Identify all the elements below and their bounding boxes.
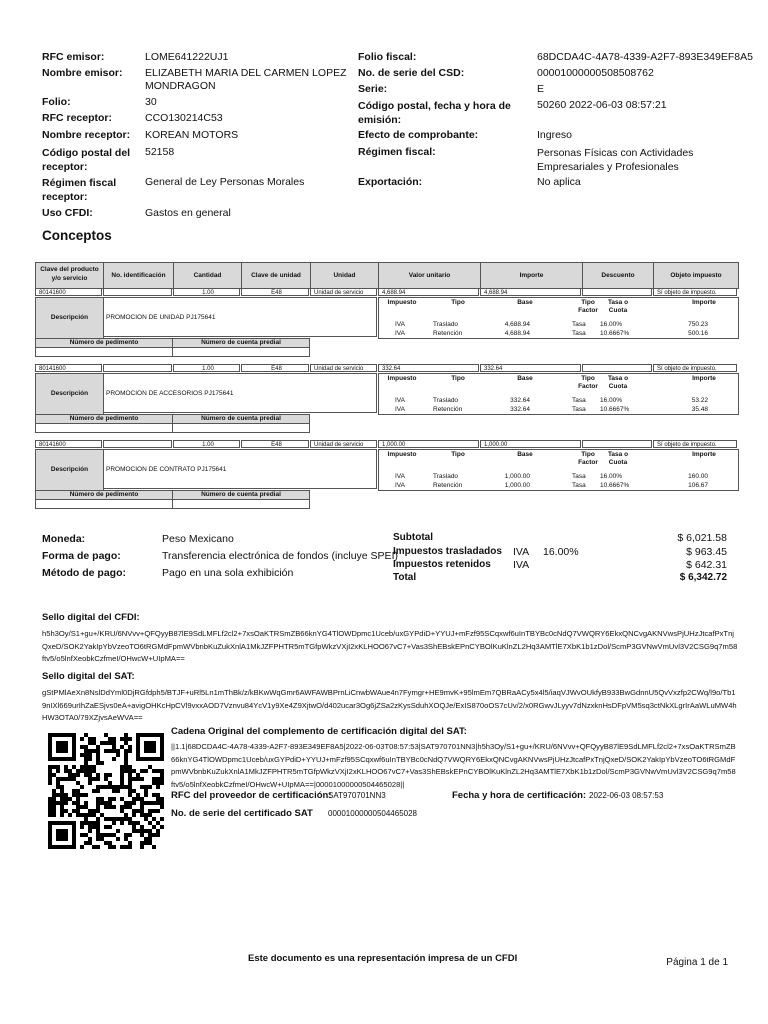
serie-cert-value: 00001000000504465028 [328,809,417,818]
tax-impuesto: IVA [395,397,405,404]
nombre-receptor-value: KOREAN MOTORS [145,129,239,141]
item-cell-empty [103,440,172,448]
trasladados-rate: 16.00% [543,546,579,558]
th-cantidad: Cantidad [173,262,242,289]
item-cell-valor-unitario: 1,000.00 [378,440,479,448]
pedimento-value [35,423,173,433]
item-cell-cantidad: 1.00 [173,440,240,448]
item-cell-clave: 80141600 [35,440,102,448]
sello-cfdi-title: Sello digital del CFDI: [42,612,140,623]
tax-importe: 750.23 [688,321,708,328]
tax-tipo: Retención [433,406,463,413]
metodo-pago-label: Método de pago: [42,567,126,579]
cuenta-predial-value [172,347,310,357]
tax-header-impuesto: Impuesto [387,451,417,458]
tax-base: 332.64 [510,397,530,404]
tax-header-tipo-factor: Tipo Factor [578,451,598,466]
exportacion-value: No aplica [537,176,581,188]
serie-cert-label: No. de serie del certificado SAT [171,808,313,819]
item-cell-clave-unidad: E48 [241,440,309,448]
moneda-label: Moneda: [42,533,86,545]
tax-base: 4,688.94 [504,330,530,337]
sello-sat-text: gStPMlAeXn8NslDdYml0DjRGfdph5/BTJF+uRl5Ln1mThBk/z/kBKwWqGmr6AWFAWBPrnLiCnwbWAue4n7Fymgr+HE9mvK+95lmEm7QBRaACy5x4l5/iaqVJWvOUkfyB933BwGdnnU5QvVxzfp2CWq/l9o/Tb19nIXl669urIhZaESjvs0eA+avigOHKcHpCVl9vxxAOD7Vznvu84YcV1y9Xe4Z9XjtwO/d402ucar3Og6jZSa2zKysSduhXOQJe/ExIS870oOS7cUv/2/x0RGwvJLyyv7dNzxknHsDFpVM5sq3ctNkXLgrIrAaWLuMW4hHW3OTA0/79XZjvsAeWVA== [42,688,737,722]
trasladados-label: Impuestos trasladados [393,546,502,557]
tax-header-tipo-factor: Tipo Factor [578,375,598,390]
folio-label: Folio: [42,96,71,108]
item-cell-empty [582,440,652,448]
tax-header-base: Base [517,299,533,306]
rfc-receptor-label: RFC receptor: [42,112,113,124]
item-cell-objeto: Sí objeto de impuesto. [653,364,737,372]
tax-header-tasa-cuota: Tasa o Cuota [607,451,629,466]
tax-header-importe: Importe [692,375,716,382]
descripcion-label: Descripción [35,297,104,339]
tax-impuesto: IVA [395,321,405,328]
tax-tipo: Traslado [433,321,459,328]
folio-value: 30 [145,96,157,108]
descripcion-label: Descripción [35,373,104,415]
item-cell-importe: 4,688.94 [480,288,581,296]
tax-header-tipo: Tipo [451,299,465,306]
nombre-emisor-value: ELIZABETH MARIA DEL CARMEN LOPEZ MONDRAGON [145,67,347,92]
tax-tipo: Retención [433,482,463,489]
item-cell-empty [582,364,652,372]
tax-importe: 160.00 [688,473,708,480]
total-label: Total [393,572,417,583]
item-cell-unidad: Unidad de servicio [310,440,377,448]
serie-csd-label: No. de serie del CSD: [358,67,465,79]
uso-cfdi-value: Gastos en general [145,207,231,219]
qr-code [48,733,164,849]
tax-importe: 106.67 [688,482,708,489]
folio-fiscal-label: Folio fiscal: [358,51,417,63]
item-cell-clave-unidad: E48 [241,364,309,372]
rfc-receptor-value: CCO130214C53 [145,112,223,124]
item-cell-cantidad: 1.00 [173,288,240,296]
tax-tasa: 16.00% [600,397,623,404]
item-cell-objeto: Sí objeto de impuesto. [653,288,737,296]
cp-fecha-value: 50260 2022-06-03 08:57:21 [537,99,667,111]
tax-factor: Tasa [572,397,586,404]
trasladados-value: $ 963.45 [686,546,727,558]
item-cell-clave: 80141600 [35,288,102,296]
descripcion-label: Descripción [35,449,104,491]
item-cell-clave: 80141600 [35,364,102,372]
pedimento-label: Número de pedimento [35,338,173,348]
tax-header-importe: Importe [692,451,716,458]
th-identificacion: No. identificación [103,262,174,289]
rfc-emisor-label: RFC emisor: [42,51,105,63]
tax-base: 4,688.94 [504,321,530,328]
pedimento-label: Número de pedimento [35,414,173,424]
th-clave-unidad: Clave de unidad [241,262,311,289]
metodo-pago-value: Pago en una sola exhibición [162,567,294,579]
th-objeto: Objeto impuesto [653,262,739,289]
fecha-cert-label: Fecha y hora de certificación: [452,790,587,801]
item-cell-valor-unitario: 332.64 [378,364,479,372]
tax-header-tipo-factor: Tipo Factor [578,299,598,314]
moneda-value: Peso Mexicano [162,533,234,545]
item-cell-empty [103,288,172,296]
nombre-emisor-label: Nombre emisor: [42,67,123,79]
nombre-receptor-label: Nombre receptor: [42,129,131,141]
cuenta-predial-label: Número de cuenta predial [172,338,310,348]
th-valor-unitario: Valor unitario [378,262,481,289]
forma-pago-label: Forma de pago: [42,550,121,562]
tax-importe: 53.22 [691,397,708,404]
tax-tipo: Traslado [433,397,459,404]
th-unidad: Unidad [310,262,379,289]
item-cell-clave-unidad: E48 [241,288,309,296]
tax-header-base: Base [517,375,533,382]
tax-tasa: 16.00% [600,321,623,328]
rfc-emisor-value: LOME641222UJ1 [145,51,229,63]
total-value: $ 6,342.72 [679,572,727,583]
footer-note: Este documento es una representación impresa de un CFDI [248,953,518,964]
tax-header-impuesto: Impuesto [387,299,417,306]
tax-impuesto: IVA [395,330,405,337]
retenidos-label: Impuestos retenidos [393,559,491,570]
sello-cfdi-text: h5h3Oy/S1+gu+/KRU/6NVvv+QFQyyB87lE9SdLMFLf2cl2+7xsOaKTRSmZB66knYG4TlOWDpmc1Uceb/uxGYPdiD+YYUJ+mFzf95SCqxwf6uInTBYBc0cNdQ7VWQRY6EkxQNCvgAKNVwsPjUHzJtcafPxTnjQxeD/SOK2YakIpYbVzeoTO6tRGMdFpmWVbnbKuZukXnlA1MkJZFPHTR5mTGfpWkzVXjI2xKLHOO67vC7+Vas3ShEBskEPnCYBOlKuKlnZL2Hq3AMTlE7XbK1b1zDol/ScmP3GVNwVmUvl3V2CSG9q7m58ftv5/o5lnfXeobkCzfmeI/OHwcW+UIpMA== [42,629,738,663]
cp-receptor-label: Código postal del receptor: [42,147,131,173]
tax-base: 332.64 [510,406,530,413]
efecto-label: Efecto de comprobante: [358,129,479,141]
item-cell-importe: 1,000.00 [480,440,581,448]
item-cell-cantidad: 1.00 [173,364,240,372]
tax-header-base: Base [517,451,533,458]
serie-csd-value: 00001000000508508762 [537,67,654,79]
regimen-fiscal-value: Personas Físicas con Actividades Empresariales y Profesionales [537,147,694,173]
serie-label: Serie: [358,83,388,95]
folio-fiscal-value: 68DCDA4C-4A78-4339-A2F7-893E349EF8A5 [537,51,753,63]
item-cell-objeto: Sí objeto de impuesto. [653,440,737,448]
retenidos-value: $ 642.31 [686,559,727,571]
descripcion-value: PROMOCION DE CONTRATO PJ175641 [103,449,377,489]
retenidos-tax: IVA [513,559,530,571]
item-cell-valor-unitario: 4,688.94 [378,288,479,296]
conceptos-title: Conceptos [42,228,112,243]
tax-factor: Tasa [572,482,586,489]
tax-header-tipo: Tipo [451,375,465,382]
descripcion-value: PROMOCION DE ACCESORIOS PJ175641 [103,373,377,413]
pedimento-value [35,347,173,357]
tax-factor: Tasa [572,473,586,480]
tax-factor: Tasa [572,330,586,337]
cp-receptor-value: 52158 [145,146,175,158]
tax-header-tasa-cuota: Tasa o Cuota [607,299,629,314]
pedimento-value [35,499,173,509]
page-number: Página 1 de 1 [666,957,728,968]
regimen-receptor-value: General de Ley Personas Morales [145,176,305,188]
tax-impuesto: IVA [395,473,405,480]
tax-header-importe: Importe [692,299,716,306]
cadena-text: ||1.1|68DCDA4C-4A78-4339-A2F7-893E349EF8A5|2022-06-03T08:57:53|SAT970701NN3|h5h3Oy/S1+gu+/KRU/6NVvv+QFQyyB87lE9SdLMFLf2cl2+7xsOaKTRSmZB66knYG4TlOWDpmc1Uceb/uxGYPdiD+YYUJ+mFzf95SCqxwf6uInTBYBc0cNdQ7VWQRY6EkxQNCvgAKNVwsPjUHzJtcafPxTnjQxeD/SOK2YakIpYbVzeoTO6tRGMdFpmWVbnbKuZukXnlA1MkJZFPHTR5mTGfpWkzVXjI2xKLHOO67vC7+Vas3ShEBskEPnCYBOlKuKlnZL2Hq3AMTlE7XbK1b1zDol/ScmP3GVNwVmUvl3V2CSG9q7m58ftv5/o5lnfXeobkCzfmeI/OHwcW+UIpMA==|00001000000504465028|| [171,742,736,789]
descripcion-value: PROMOCION DE UNIDAD PJ175641 [103,297,377,337]
tax-importe: 500.16 [688,330,708,337]
tax-header-impuesto: Impuesto [387,375,417,382]
regimen-receptor-label: Régimen fiscal receptor: [42,177,117,203]
sello-sat-title: Sello digital del SAT: [42,671,135,682]
tax-factor: Tasa [572,321,586,328]
item-cell-unidad: Unidad de servicio [310,288,377,296]
tax-tasa: 10.6667% [600,406,630,413]
tax-tipo: Retención [433,330,463,337]
tax-tasa: 10.6667% [600,482,630,489]
tax-base: 1,000.00 [504,473,530,480]
subtotal-value: $ 6,021.58 [677,532,727,544]
cp-fecha-label: Código postal, fecha y hora de emisión: [358,100,511,126]
tax-tasa: 16.00% [600,473,623,480]
forma-pago-value: Transferencia electrónica de fondos (incluye SPEI) [162,550,398,562]
tax-header-tasa-cuota: Tasa o Cuota [607,375,629,390]
regimen-fiscal-label: Régimen fiscal: [358,146,436,158]
cuenta-predial-label: Número de cuenta predial [172,490,310,500]
cuenta-predial-value [172,423,310,433]
tax-tipo: Traslado [433,473,459,480]
th-clave: Clave del producto y/o servicio [35,262,104,289]
item-cell-empty [103,364,172,372]
uso-cfdi-label: Uso CFDI: [42,207,93,219]
rfc-proveedor-value: SAT970701NN3 [328,791,386,800]
rfc-proveedor-label: RFC del proveedor de certificación: [171,790,332,801]
tax-impuesto: IVA [395,406,405,413]
cadena-title: Cadena Original del complemento de certificación digital del SAT: [171,726,467,737]
pedimento-label: Número de pedimento [35,490,173,500]
cuenta-predial-value [172,499,310,509]
tax-base: 1,000.00 [504,482,530,489]
tax-tasa: 10.6667% [600,330,630,337]
exportacion-label: Exportación: [358,176,423,188]
item-cell-empty [582,288,652,296]
item-cell-unidad: Unidad de servicio [310,364,377,372]
subtotal-label: Subtotal [393,532,433,543]
table-header [35,262,737,287]
fecha-cert-value: 2022-06-03 08:57:53 [589,791,664,800]
tax-header-tipo: Tipo [451,451,465,458]
tax-impuesto: IVA [395,482,405,489]
trasladados-tax: IVA [513,546,530,558]
efecto-value: Ingreso [537,129,573,141]
item-cell-importe: 332.64 [480,364,581,372]
th-descuento: Descuento [582,262,654,289]
th-importe: Importe [480,262,583,289]
serie-value: E [537,83,545,95]
tax-factor: Tasa [572,406,586,413]
tax-importe: 35.48 [691,406,708,413]
cuenta-predial-label: Número de cuenta predial [172,414,310,424]
